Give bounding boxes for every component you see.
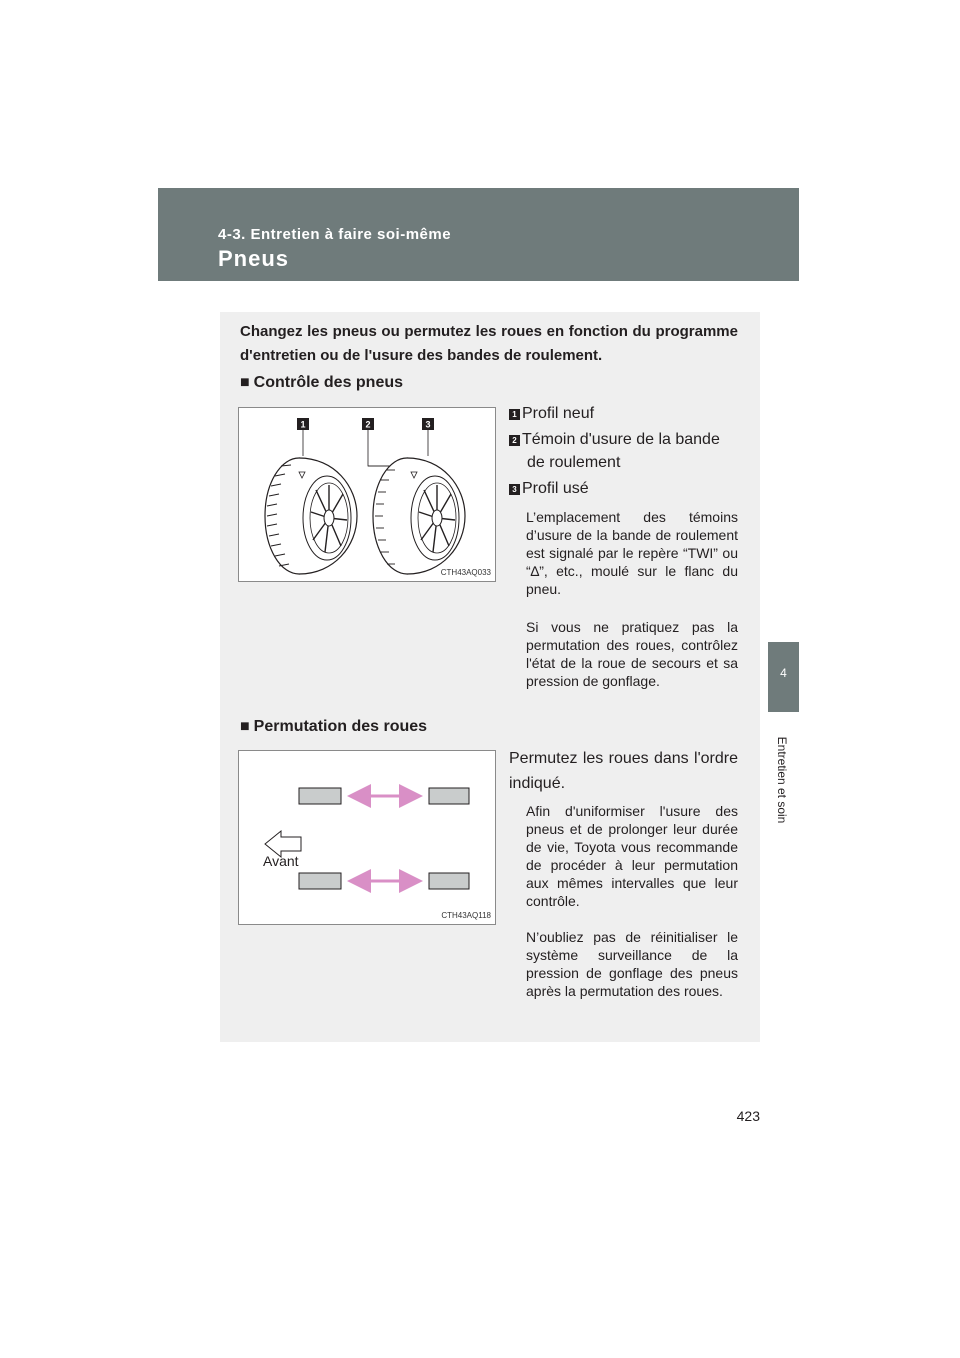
- number-badge: 1: [509, 409, 520, 420]
- tire-wear-illustration: [239, 408, 495, 581]
- figure-code-2: CTH43AQ118: [441, 911, 491, 920]
- tire-wear-figure: [238, 407, 496, 582]
- rotation-instruction: Permutez les roues dans l'ordre indiqué.: [509, 750, 738, 792]
- section-label: 4-3. Entretien à faire soi-même: [218, 226, 452, 243]
- note-twi-location: L’emplacement des témoins d’usure de la bande de roulement est signalé par le repère “TWI” ou “∆”, etc., moulé sur le flanc du pneu.: [526, 509, 738, 597]
- tire-worn: [373, 458, 465, 574]
- rotation-diagram: [239, 751, 495, 924]
- wheel-rear-right: [429, 873, 469, 889]
- item-text: Témoin d'usure de la bande: [522, 431, 720, 448]
- heading-tire-check-label: Contrôle des pneus: [253, 374, 404, 391]
- wheel-rear-left: [299, 873, 341, 889]
- square-bullet-icon: ■: [240, 374, 250, 391]
- item-text: Profil usé: [522, 480, 589, 497]
- page-number: 423: [736, 1108, 760, 1124]
- note-spare-tire: Si vous ne pratiquez pas la permutation des roues, contrôlez l'état de la roue de secours et sa pression de gonflage.: [526, 619, 738, 689]
- number-badge: 3: [509, 484, 520, 495]
- heading-tire-rotation-label: Permutation des roues: [253, 718, 428, 735]
- square-bullet-icon: ■: [240, 718, 250, 735]
- item-text: Profil neuf: [522, 405, 595, 422]
- item-worn-profile: [509, 477, 741, 500]
- figure-code-1: CTH43AQ033: [440, 568, 491, 577]
- chapter-title: Entretien et soin: [775, 736, 789, 824]
- intro-text: Changez les pneus ou permutez les roues en fonction du programme d'entretien ou de l'usure des bandes de roulement.: [240, 323, 738, 364]
- chapter-title-vertical: [762, 720, 802, 840]
- item-wear-indicator: [509, 428, 741, 474]
- content-panel: [220, 312, 760, 1042]
- chapter-number: 4: [780, 666, 787, 680]
- section-header: [158, 188, 799, 281]
- note-rotation-interval: Afin d'uniformiser l'usure des pneus et de prolonger leur durée de vie, Toyota vous recommande de procéder à leur permutation aux mêmes intervalles que leur contrôle.: [526, 803, 738, 909]
- item-text-cont: de roulement: [527, 454, 621, 471]
- tire-new: [265, 458, 357, 574]
- chapter-tab: [768, 642, 799, 712]
- callout-3: 3: [425, 419, 431, 430]
- heading-tire-rotation: [240, 718, 427, 736]
- page-title: Pneus: [218, 246, 290, 271]
- note-tpms-reset: N’oubliez pas de réinitialiser le système surveillance de la pression de gonflage des pneus après la permutation des roues.: [526, 929, 738, 999]
- wheel-front-left: [299, 788, 341, 804]
- callout-2: 2: [365, 419, 371, 430]
- wheel-front-right: [429, 788, 469, 804]
- front-label: Avant: [263, 853, 299, 869]
- rotation-figure: [238, 750, 496, 925]
- callout-1: 1: [300, 419, 306, 430]
- number-badge: 2: [509, 435, 520, 446]
- item-new-profile: [509, 402, 741, 425]
- heading-tire-check: [240, 374, 403, 392]
